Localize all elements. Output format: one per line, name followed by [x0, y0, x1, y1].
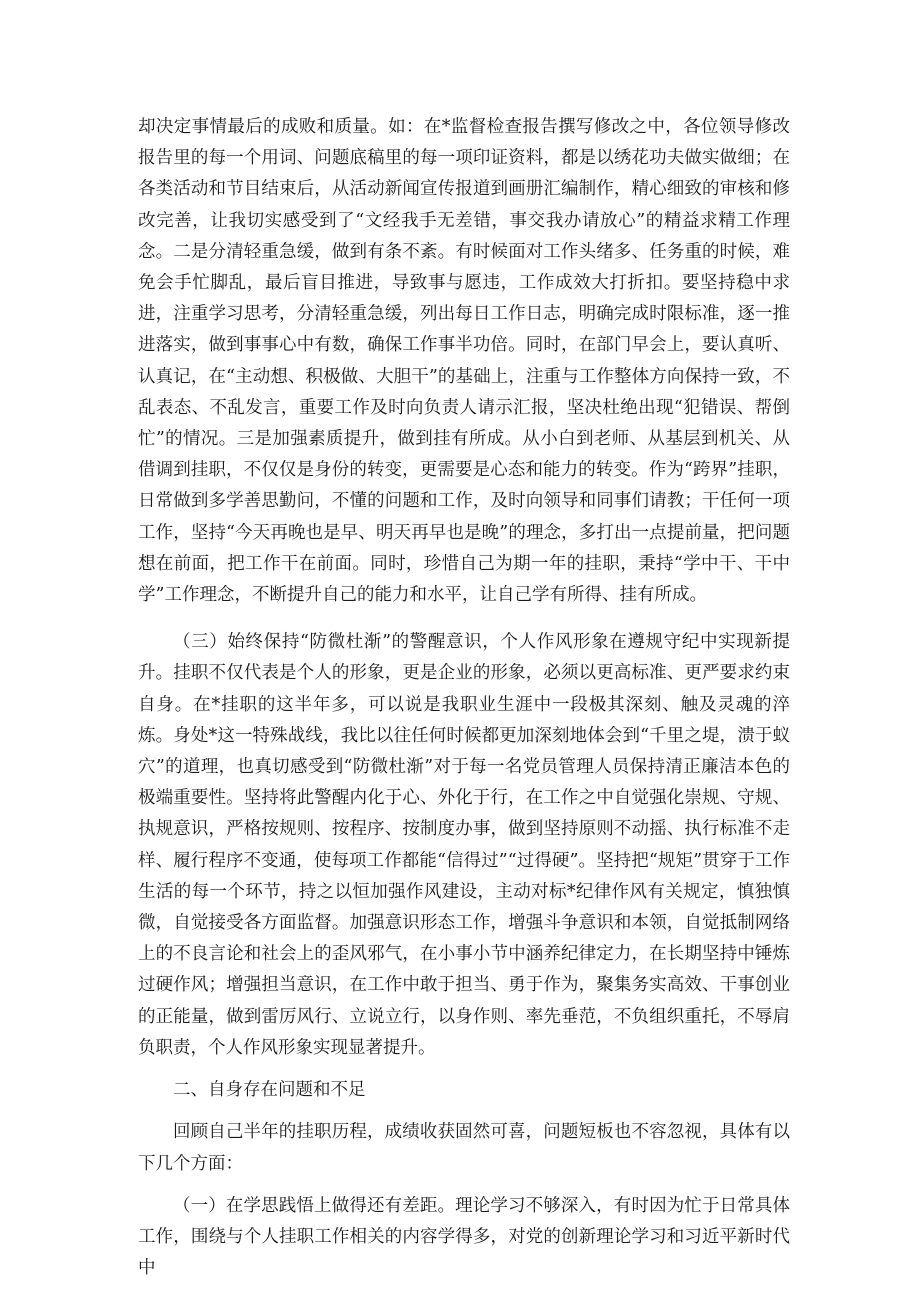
paragraph-review: 回顾自己半年的挂职历程，成绩收获固然可喜，问题短板也不容忽视，具体有以下几个方面：: [138, 1122, 790, 1174]
paragraph-subsection-one: （一）在学思践悟上做得还有差距。理论学习不够深入，有时因为忙于日常具体工作，围绕与个人挂职工作相关的内容学得多，对党的创新理论学习和习近平新时代中: [138, 1195, 790, 1279]
section-heading-problems: 二、自身存在问题和不足: [173, 1080, 366, 1101]
paragraph-continuation: 却决定事情最后的成败和质量。如：在*监督检查报告撰写修改之中，各位领导修改报告里的每一个用词、问题底稿里的每一项印证资料，都是以绣花功夫做实做细；在各类活动和节目结束后，从活动新闻宣传报道到画册汇编制作，精心细致的审核和修改完善，让我切实感受到了“文经我手无差错，事交我办请放心”的精益求精工作理念。二是分清轻重急缓，做到有条不紊。有时候面对工作头绪多、任务重的时候，难免会手忙脚乱，最后盲目推进，导致事与愿违，工作成效大打折扣。要坚持稳中求进，注重学习思考，分清轻重急缓，列出每日工作日志，明确完成时限标准，逐一推进落实，做到事事心中有数，确保工作事半功倍。同时，在部门早会上，要认真听、认真记，在“主动想、积极做、大胆干”的基础上，注重与工作整体方向保持一致，不乱表态、不乱发言，重要工作及时向负责人请示汇报，坚决杜绝出现“犯错误、帮倒忙”的情况。三是加强素质提升，做到挂有所成。从小白到老师、从基层到机关、从借调到挂职，不仅仅是身份的转变，更需要是心态和能力的转变。作为“跨界”挂职，日常做到多学善思勤问，不懂的问题和工作，及时向领导和同事们请教；干任何一项工作，坚持“今天再晚也是早、明天再早也是晚”的理念，多打出一点提前量，把问题想在前面，把工作干在前面。同时，珍惜自己为期一年的挂职，秉持“学中干、干中学”工作理念，不断提升自己的能力和水平，让自己学有所得、挂有所成。: [138, 117, 790, 606]
paragraph-section-three: （三）始终保持“防微杜渐”的警醒意识，个人作风形象在遵规守纪中实现新提升。挂职不仅代表是个人的形象，更是企业的形象，必须以更高标准、更严要求约束自身。在*挂职的这半年多，可以说是我职业生涯中一段极其深刻、触及灵魂的淬炼。身处*这一特殊战线，我比以往任何时候都更加深刻地体会到“千里之堤，溃于蚁穴”的道理，也真切感受到“防微杜渐”对于每一名党员管理人员保持清正廉洁本色的极端重要性。坚持将此警醒内化于心、外化于行，在工作之中自觉强化崇规、守规、执规意识，严格按规则、按程序、按制度办事，做到坚持原则不动摇、执行标准不走样、履行程序不变通，使每项工作都能“信得过”“过得硬”。坚持把“规矩”贯穿于工作生活的每一个环节，持之以恒加强作风建设，主动对标*纪律作风有关规定，慎独慎微，自觉接受各方面监督。加强意识形态工作，增强斗争意识和本领，自觉抵制网络上的不良言论和社会上的歪风邪气，在小事小节中涵养纪律定力，在长期坚持中锤炼过硬作风；增强担当意识，在工作中敢于担当、勇于作为，聚集务实高效、干事创业的正能量，做到雷厉风行、立说立行，以身作则、率先垂范，不负组织重托，不辱肩负职责，个人作风形象实现显著提升。: [138, 632, 790, 1058]
document-body: [138, 112, 790, 1284]
